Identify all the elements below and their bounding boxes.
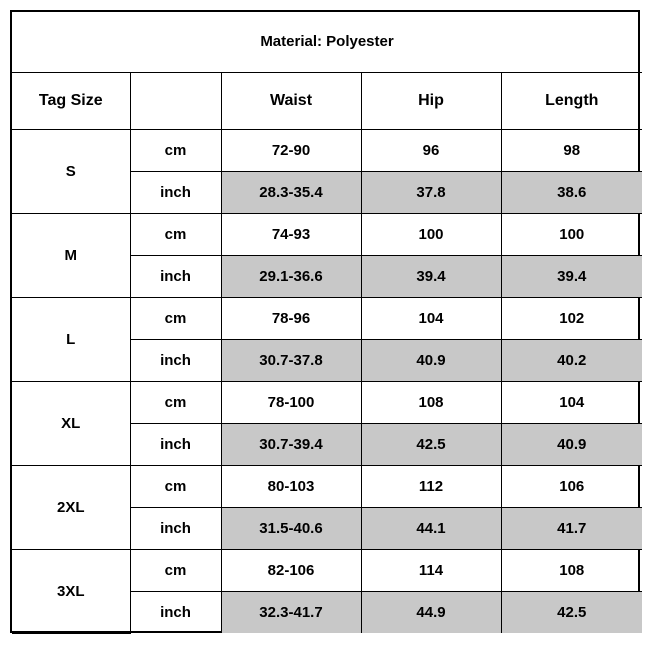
table-row: [12, 465, 642, 507]
size-label: S: [12, 129, 130, 213]
length-cell: 102: [501, 297, 642, 339]
table-row: [12, 549, 642, 591]
waist-cell: 30.7-39.4: [221, 423, 361, 465]
hip-cell: 100: [361, 213, 501, 255]
hip-cell: 42.5: [361, 423, 501, 465]
header-unit: [130, 72, 221, 129]
hip-cell: 96: [361, 129, 501, 171]
size-label: XL: [12, 381, 130, 465]
header-row: [12, 72, 642, 129]
header-waist: Waist: [221, 72, 361, 129]
length-cell: 104: [501, 381, 642, 423]
length-cell: 41.7: [501, 507, 642, 549]
unit-cell: cm: [130, 297, 221, 339]
unit-cell: inch: [130, 339, 221, 381]
hip-cell: 108: [361, 381, 501, 423]
waist-cell: 29.1-36.6: [221, 255, 361, 297]
size-label: 2XL: [12, 465, 130, 549]
length-cell: 108: [501, 549, 642, 591]
waist-cell: 74-93: [221, 213, 361, 255]
length-cell: 40.9: [501, 423, 642, 465]
waist-cell: 82-106: [221, 549, 361, 591]
hip-cell: 104: [361, 297, 501, 339]
unit-cell: cm: [130, 465, 221, 507]
length-cell: 106: [501, 465, 642, 507]
waist-cell: 28.3-35.4: [221, 171, 361, 213]
unit-cell: inch: [130, 255, 221, 297]
size-label: 3XL: [12, 549, 130, 633]
unit-cell: cm: [130, 549, 221, 591]
hip-cell: 112: [361, 465, 501, 507]
header-tag-size: Tag Size: [12, 72, 130, 129]
title-row: [12, 12, 642, 72]
waist-cell: 78-100: [221, 381, 361, 423]
waist-cell: 32.3-41.7: [221, 591, 361, 633]
hip-cell: 114: [361, 549, 501, 591]
hip-cell: 44.9: [361, 591, 501, 633]
unit-cell: inch: [130, 423, 221, 465]
size-chart: [10, 10, 640, 633]
unit-cell: inch: [130, 591, 221, 633]
hip-cell: 44.1: [361, 507, 501, 549]
hip-cell: 40.9: [361, 339, 501, 381]
length-cell: 42.5: [501, 591, 642, 633]
length-cell: 38.6: [501, 171, 642, 213]
hip-cell: 39.4: [361, 255, 501, 297]
waist-cell: 78-96: [221, 297, 361, 339]
hip-cell: 37.8: [361, 171, 501, 213]
table-title: Material: Polyester: [12, 12, 642, 72]
unit-cell: cm: [130, 381, 221, 423]
length-cell: 39.4: [501, 255, 642, 297]
waist-cell: 31.5-40.6: [221, 507, 361, 549]
size-label: M: [12, 213, 130, 297]
unit-cell: inch: [130, 171, 221, 213]
unit-cell: inch: [130, 507, 221, 549]
unit-cell: cm: [130, 129, 221, 171]
length-cell: 40.2: [501, 339, 642, 381]
table-row: [12, 297, 642, 339]
unit-cell: cm: [130, 213, 221, 255]
waist-cell: 80-103: [221, 465, 361, 507]
header-length: Length: [501, 72, 642, 129]
size-label: L: [12, 297, 130, 381]
table-row: [12, 129, 642, 171]
header-hip: Hip: [361, 72, 501, 129]
waist-cell: 30.7-37.8: [221, 339, 361, 381]
length-cell: 98: [501, 129, 642, 171]
table-row: [12, 381, 642, 423]
size-table: [12, 12, 642, 634]
length-cell: 100: [501, 213, 642, 255]
table-row: [12, 213, 642, 255]
waist-cell: 72-90: [221, 129, 361, 171]
